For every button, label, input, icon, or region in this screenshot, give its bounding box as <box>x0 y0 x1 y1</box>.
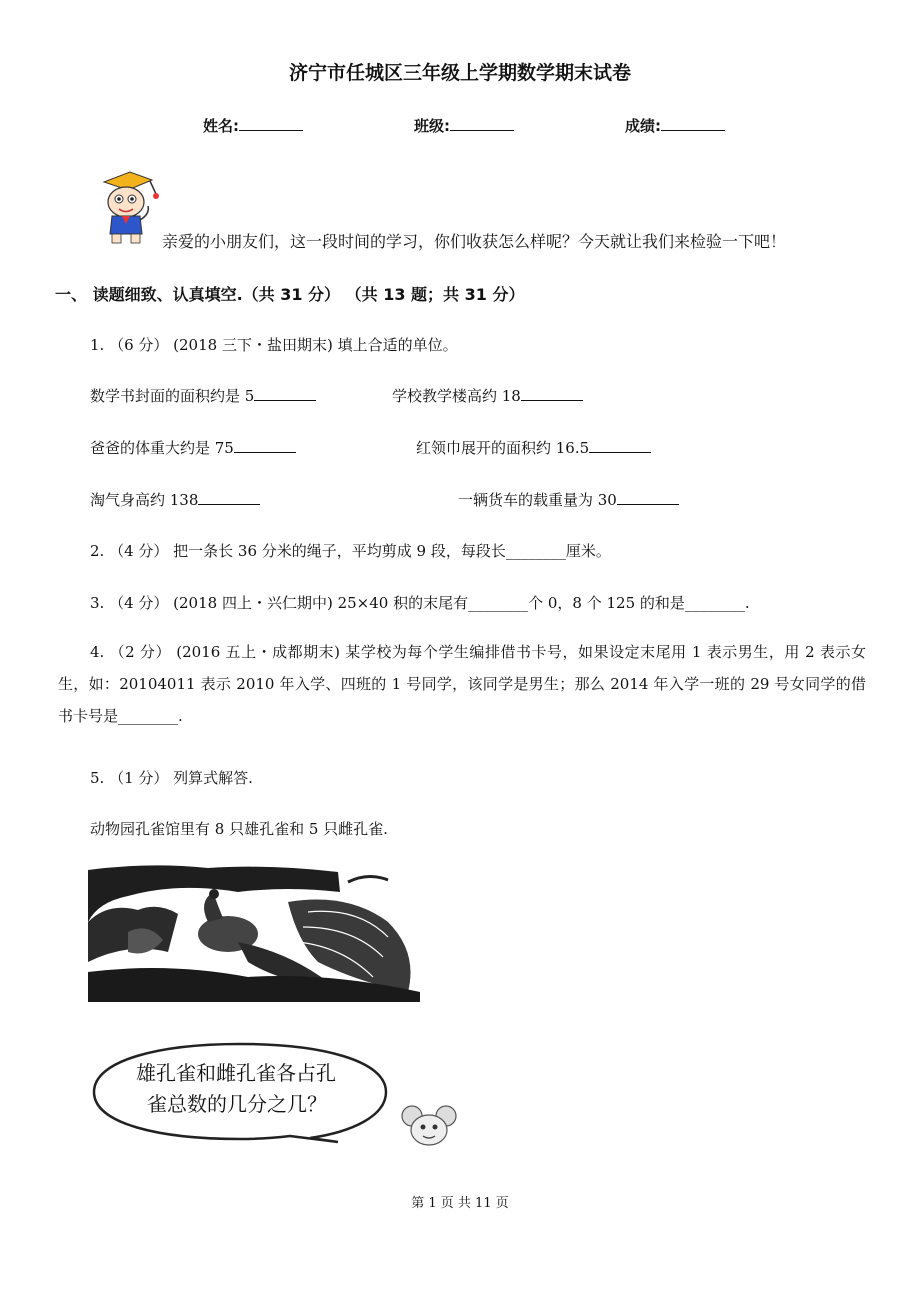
page-title: 济宁市任城区三年级上学期数学期末试卷 <box>288 62 631 84</box>
question-3: 3. （4 分） (2018 四上・兴仁期中) 25×40 积的末尾有________个 0，8 个 125 的和是________. <box>90 594 750 612</box>
q1-item-4: 红领巾展开的面积约 16.5 <box>416 437 651 458</box>
question-2: 2. （4 分） 把一条长 36 分米的绳子，平均剪成 9 段，每段长________厘米。 <box>90 542 611 560</box>
q1-item-1: 数学书封面的面积约是 5 <box>90 385 316 406</box>
greeting-text: 亲爱的小朋友们，这一段时间的学习，你们收获怎么样呢？今天就让我们来检验一下吧！ <box>162 232 787 251</box>
peacock-illustration <box>88 862 420 1002</box>
question-1-stem: 1. （6 分） (2018 三下・盐田期末) 填上合适的单位。 <box>90 336 458 354</box>
q1-item-6: 一辆货车的载重量为 30 <box>458 489 679 510</box>
answer-blank[interactable] <box>521 386 583 401</box>
question-5-line: 动物园孔雀馆里有 8 只雄孔雀和 5 只雌孔雀. <box>90 820 388 838</box>
q1-item-2: 学校教学楼高约 18 <box>392 385 583 406</box>
question-5-stem: 5. （1 分） 列算式解答. <box>90 769 253 787</box>
page-footer: 第 1 页 共 11 页 <box>411 1196 509 1211</box>
name-blank[interactable] <box>239 116 303 131</box>
class-label: 班级: <box>414 117 450 135</box>
q1-item-3: 爸爸的体重大约是 75 <box>90 437 296 458</box>
name-label: 姓名: <box>203 117 239 135</box>
answer-blank[interactable] <box>617 490 679 505</box>
class-field <box>414 115 514 136</box>
mouse-mascot-icon <box>400 1102 460 1148</box>
answer-blank[interactable] <box>234 438 296 453</box>
section-title: 一、 读题细致、认真填空.（共 31 分） （共 13 题；共 31 分） <box>55 285 525 304</box>
score-label: 成绩: <box>625 117 661 135</box>
question-4: 4. （2 分） (2016 五上・成都期末) 某学校为每个学生编排借书卡号，如果设定末尾用 1 表示男生，用 2 表示女生，如：20104011 表示 2010 年入学、四班的 1 号同学，该同学是男生；那么 2014 年入学一班的 29 号女同学的借书卡号是________. <box>58 643 866 725</box>
answer-blank[interactable] <box>198 490 260 505</box>
class-blank[interactable] <box>450 116 514 131</box>
score-blank[interactable] <box>661 116 725 131</box>
bubble-line-2: 雀总数的几分之几？ <box>147 1092 327 1116</box>
bubble-line-1: 雄孔雀和雌孔雀各占孔 <box>136 1061 336 1085</box>
answer-blank[interactable] <box>589 438 651 453</box>
score-field <box>625 115 725 136</box>
answer-blank[interactable] <box>254 386 316 401</box>
mascot-icon <box>92 168 162 246</box>
name-field <box>203 115 303 136</box>
q1-item-5: 淘气身高约 138 <box>90 489 260 510</box>
